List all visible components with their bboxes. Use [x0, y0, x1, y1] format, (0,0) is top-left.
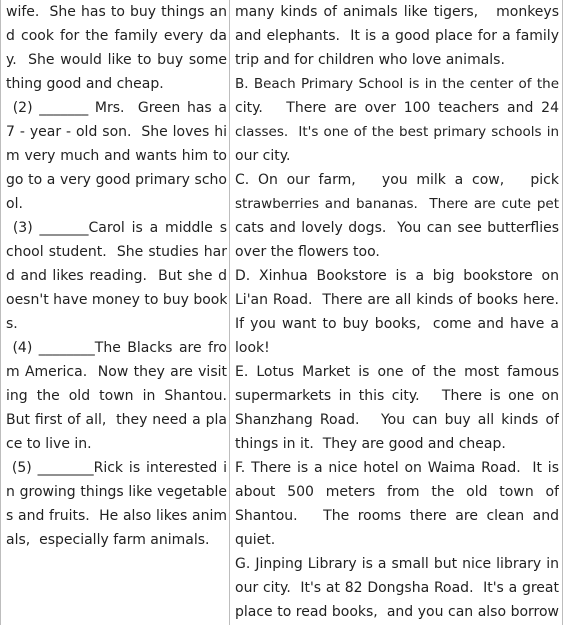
right-column-line: trip and for children who love animals.	[235, 52, 505, 68]
right-column-line: and elephants. It is a good place for a family	[235, 28, 559, 44]
left-column-line: als, especially farm animals.	[6, 532, 210, 548]
left-column-line: s and fruits. He also likes anim	[6, 508, 227, 524]
left-column-line: ol.	[6, 196, 23, 212]
right-column-line: Shanzhang Road. You can buy all kinds of	[235, 412, 559, 428]
left-column-line: (4) ________The Blacks are fro	[6, 340, 227, 356]
left-column-line: (3) _______Carol is a middle s	[6, 220, 227, 236]
right-column-line: quiet.	[235, 532, 276, 548]
left-column-line: ce to live in.	[6, 436, 92, 452]
left-column-line: ing the old town in Shantou.	[6, 388, 227, 404]
right-column-line: classes. It's one of the best primary schools in	[235, 124, 559, 140]
right-column-line: cats and lovely dogs. You can see butterflies	[235, 220, 559, 236]
right-column-line: things in it. They are good and cheap.	[235, 436, 506, 452]
left-column-line: But first of all, they need a pla	[6, 412, 227, 428]
left-column-line: (2) _______ Mrs. Green has a	[6, 100, 227, 116]
left-column-line: go to a very good primary scho	[6, 172, 227, 188]
right-column-line: supermarkets in this city. There is one on	[235, 388, 559, 404]
left-column-line: d cook for the family every da	[6, 28, 227, 44]
right-column-line: F. There is a nice hotel on Waima Road. It is	[235, 460, 559, 476]
right-column-line: city. There are over 100 teachers and 24	[235, 100, 559, 116]
right-column-line: over the flowers too.	[235, 244, 380, 260]
left-column-line: oesn't have money to buy book	[6, 292, 227, 308]
right-column	[235, 0, 559, 624]
left-column-line: chool student. She studies har	[6, 244, 227, 260]
left-column-line: 7 - year - old son. She loves hi	[6, 124, 227, 140]
left-column-line: wife. She has to buy things an	[6, 4, 227, 20]
right-column-line: Shantou. The rooms there are clean and	[235, 508, 559, 524]
left-column-line: s.	[6, 316, 18, 332]
right-column-line: C. On our farm, you milk a cow, pick	[235, 172, 559, 188]
left-column	[6, 0, 227, 552]
right-column-line: B. Beach Primary School is in the center of the	[235, 76, 559, 92]
right-column-line: our city.	[235, 148, 291, 164]
left-column-line: n growing things like vegetable	[6, 484, 227, 500]
right-column-line: E. Lotus Market is one of the most famous	[235, 364, 559, 380]
right-column-line: G. Jinping Library is a small but nice library in	[235, 556, 559, 572]
left-column-line: m very much and wants him to	[6, 148, 227, 164]
left-column-line: d and likes reading. But she d	[6, 268, 227, 284]
right-column-line: many kinds of animals like tigers, monkeys	[235, 4, 559, 20]
right-column-line: look!	[235, 340, 270, 356]
right-column-line: If you want to buy books, come and have a	[235, 316, 559, 332]
left-column-line: m America. Now they are visit	[6, 364, 227, 380]
right-column-line: Li'an Road. There are all kinds of books here.	[235, 292, 559, 308]
column-divider	[229, 0, 230, 625]
right-column-line: about 500 meters from the old town of	[235, 484, 559, 500]
left-column-line: y. She would like to buy some	[6, 52, 227, 68]
left-column-line: (5) ________Rick is interested i	[6, 460, 227, 476]
right-column-line: place to read books, and you can also borrow	[235, 604, 559, 620]
left-column-line: thing good and cheap.	[6, 76, 164, 92]
right-column-line: strawberries and bananas. There are cute pet	[235, 196, 559, 212]
right-column-line: our city. It's at 82 Dongsha Road. It's a great	[235, 580, 559, 596]
right-column-line: D. Xinhua Bookstore is a big bookstore on	[235, 268, 559, 284]
